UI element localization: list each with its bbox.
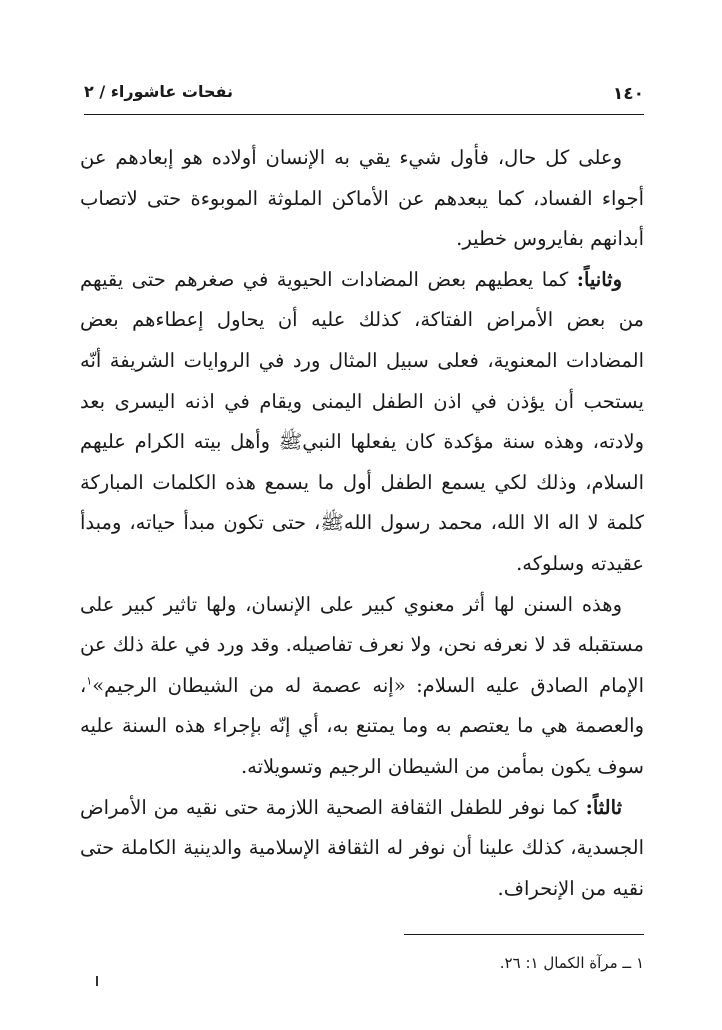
page-number: ١٤٠ (612, 84, 644, 104)
footnote-rule (404, 934, 644, 935)
paragraph-4 (80, 788, 644, 910)
header-rule (84, 114, 644, 115)
paragraph-1-text: وعلى كل حال، فأول شيء يقي به الإنسان أولاده هو إبعادهم عن أجواء الفساد، كما يبعدهم عن الأماكن الملوثة الموبوءة حتى لاتصاب أبدانهم بفايروس خطير. (80, 146, 644, 251)
body-text (80, 138, 644, 909)
paragraph-2 (80, 260, 644, 585)
page-header (84, 78, 644, 112)
paragraph-3 (80, 585, 644, 788)
paragraph-2-text: كما يعطيهم بعض المضادات الحيوية في صغرهم حتى يقيهم من بعض الأمراض الفتاكة، كذلك عليه أن يحاول إعطاءهم بعض المضادات المعنوية، فعلى سبيل المثال ورد في الروايات الشريفة أنّه يستحب أن يؤذن في اذن الطفل اليمنى ويقام في اذنه اليسرى بعد ولادته، وهذه سنة مؤكدة كان يفعلها النبيﷺ وأهل بيته الكرام عليهم السلام، وذلك لكي يسمع الطفل أول ما يسمع هذه الكلمات المباركة كلمة لا اله الا الله، محمد رسول اللهﷺ، حتى تكون مبدأ حياته، ومبدأ عقيدته وسلوكه. (80, 267, 644, 575)
running-title: نفحات عاشوراء / ٢ (84, 82, 234, 101)
paragraph-4-text: كما نوفر للطفل الثقافة الصحية اللازمة حتى نقيه من الأمراض الجسدية، كذلك علينا أن نوفر له الثقافة الإسلامية والدينية الكاملة حتى نقيه من الإنحراف. (80, 795, 644, 900)
footnote: ١ ــ مرآة الكمال ١: ٢٦. (499, 954, 644, 972)
paragraph-4-lead: ثالثاً: (585, 795, 622, 819)
footnote-reference[interactable]: ١ (86, 674, 93, 688)
paragraph-1 (80, 138, 644, 260)
paragraph-3-text-b: ، والعصمة هي ما يعتصم به وما يمتنع به، أي إنّه بإجراء هذه السنة عليه سوف يكون بمأمن من الشيطان الرجيم وتسويلاته. (80, 673, 644, 778)
paragraph-3-text-a: وهذه السنن لها أثر معنوي كبير على الإنسان، ولها تاثير كبير على مستقبله قد لا نعرفه نحن، ولا نعرف تفاصيله. وقد ورد في علة ذلك عن الإمام الصادق عليه السلام: «إنه عصمة له من الشيطان الرجيم» (80, 592, 644, 697)
paragraph-2-lead: وثانياً: (576, 267, 622, 291)
scan-mark (96, 976, 98, 986)
